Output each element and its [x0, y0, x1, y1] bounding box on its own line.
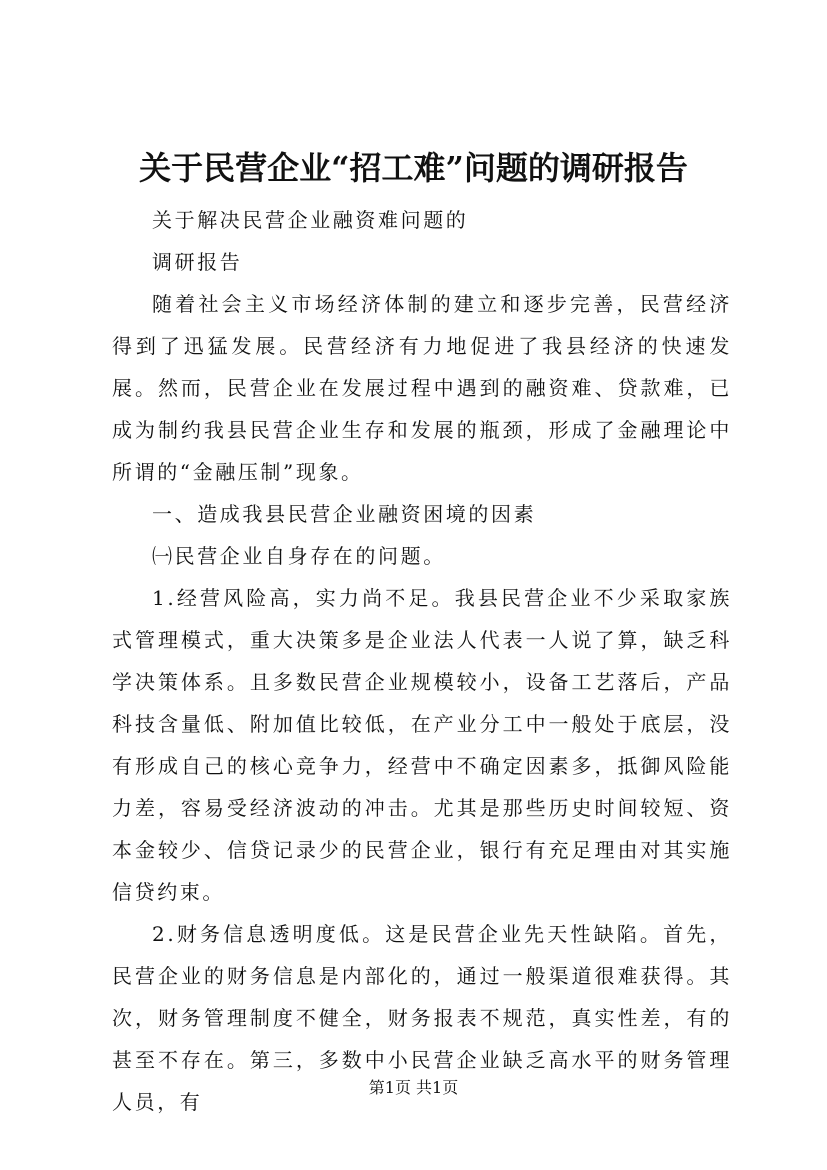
point-1-paragraph: 1.经营风险高，实力尚不足。我县民营企业不少采取家族式管理模式，重大决策多是企业法人代表一人说了算，缺乏科学决策体系。且多数民营企业规模较小，设备工艺落后，产品科技含量低、附加值比较低，在产业分工中一般处于底层，没有形成自己的核心竞争力，经营中不确定因素多，抵御风险能力差，容易受经济波动的冲击。尤其是那些历史时间较短、资本金较少、信贷记录少的民营企业，银行有充足理由对其实施信贷约束。 — [112, 586, 732, 904]
page-footer: 第1页 共1页 — [368, 1078, 459, 1097]
intro-paragraph: 随着社会主义市场经济体制的建立和逐步完善，民营经济得到了迅猛发展。民营经济有力地促进了我县经济的快速发展。然而，民营企业在发展过程中遇到的融资难、贷款难，已成为制约我县民营企业生存和发展的瓶颈，形成了金融理论中所谓的“金融压制”现象。 — [112, 292, 732, 484]
subtitle-line-2: 调研报告 — [152, 250, 243, 274]
subsection-heading: ㈠民营企业自身存在的问题。 — [152, 544, 446, 568]
document-body — [112, 199, 732, 1123]
section-heading: 一、造成我县民营企业融资困境的因素 — [152, 502, 537, 526]
document-title: 关于民营企业“招工难”问题的调研报告 — [139, 149, 688, 187]
point-2-paragraph: 2.财务信息透明度低。这是民营企业先天性缺陷。首先，民营企业的财务信息是内部化的，通过一般渠道很难获得。其次，财务管理制度不健全，财务报表不规范，真实性差，有的甚至不存在。第三，多数中小民营企业缺乏高水平的财务管理人员，有 — [112, 922, 732, 1114]
subtitle-line-1: 关于解决民营企业融资难问题的 — [152, 208, 469, 232]
